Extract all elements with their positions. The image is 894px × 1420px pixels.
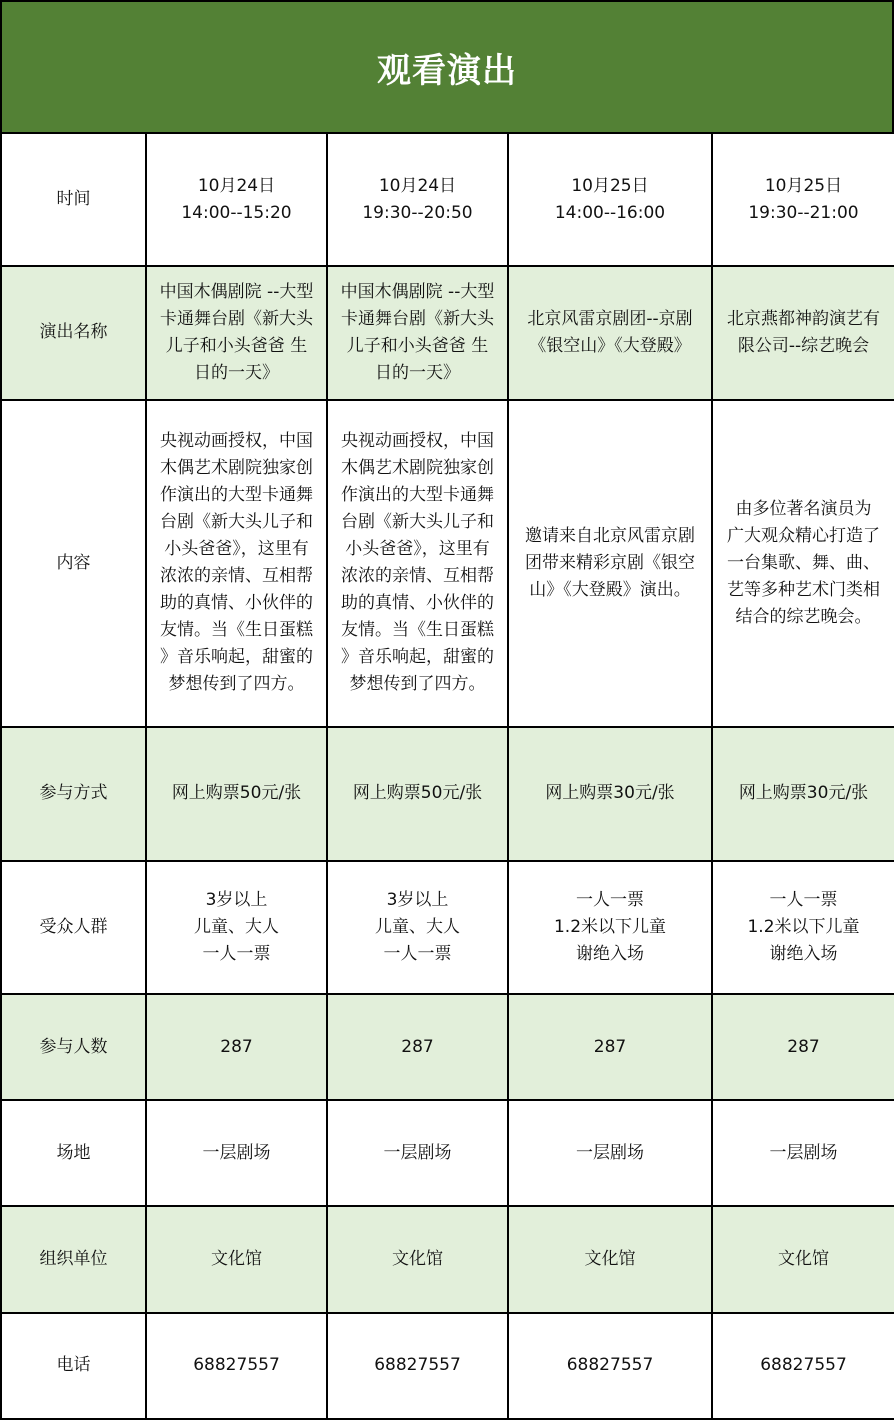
table-cell [712,1206,894,1312]
cell-text-line: 287 [593,1036,627,1057]
table-cell [508,994,712,1100]
cell-text-line: 网上购票30元/张 [738,783,869,804]
cell-text-line: 一人一票 [769,889,838,910]
table-cell [146,994,327,1100]
cell-text-line: 台剧《新大头儿子和 [160,512,313,533]
cell-text-line: 由多位著名演员为 [735,498,872,519]
table-cell [327,994,508,1100]
table-cell [146,1313,327,1419]
cell-text-line: 日的一天》 [375,362,460,383]
row-label: 受众人群 [1,861,146,994]
cell-text-line: 一层剧场 [202,1142,271,1163]
table-cell [146,727,327,860]
cell-text-line: 作演出的大型卡通舞 [341,485,494,506]
cell-text-line: 》音乐响起，甜蜜的 [160,647,313,668]
row-label: 内容 [1,400,146,728]
cell-text-line: 网上购票50元/张 [171,783,302,804]
row-label: 参与方式 [1,727,146,860]
cell-text-line: 结合的综艺晚会。 [735,606,872,627]
cell-text-line: 1.2米以下儿童 [747,916,860,937]
table-cell [327,1206,508,1312]
cell-text-line: 287 [787,1036,820,1057]
table-cell [712,1100,894,1206]
cell-text-line: 一人一票 [576,889,644,910]
cell-text-line: 网上购票50元/张 [352,783,483,804]
cell-text-line: 19:30--21:00 [748,202,859,223]
table-cell [327,861,508,994]
cell-text-line: 央视动画授权，中国 [341,431,494,452]
organizer-row [1,1206,894,1312]
cell-text-line: 1.2米以下儿童 [553,916,667,937]
show-name-row [1,266,894,399]
table-cell [508,1313,712,1419]
table-cell [508,266,712,399]
cell-text-line: 14:00--15:20 [181,202,292,223]
time-row [1,133,894,266]
cell-text-line: 广大观众精心打造了 [727,525,880,546]
cell-text-line: 中国木偶剧院 --大型 [340,281,495,302]
phone-row [1,1313,894,1419]
cell-text-line: 287 [401,1036,434,1057]
cell-text-line: 木偶艺术剧院独家创 [160,458,313,479]
cell-text-line: 一层剧场 [576,1142,644,1163]
cell-text-line: 68827557 [193,1355,280,1376]
schedule-table [0,132,894,1420]
cell-text-line: 68827557 [760,1355,847,1376]
cell-text-line: 68827557 [566,1355,654,1376]
cell-text-line: 木偶艺术剧院独家创 [341,458,494,479]
row-label: 场地 [1,1100,146,1206]
cell-text-line: 一人一票 [202,943,271,964]
cell-text-line: 团带来精彩京剧《银空 [525,552,695,573]
cell-text-line: 艺等多种艺术门类相 [727,579,880,600]
table-cell [146,1206,327,1312]
cell-text-line: 一台集歌、舞、曲、 [727,552,880,573]
cell-text-line: 助的真情、小伙伴的 [160,593,313,614]
table-cell [712,1313,894,1419]
table-cell [508,1206,712,1312]
cell-text-line: 北京风雷京剧团--京剧 [527,308,693,329]
title-bar [0,0,894,134]
table-cell [508,400,712,728]
table-cell [327,266,508,399]
audience-row [1,861,894,994]
cell-text-line: 14:00--16:00 [554,202,666,223]
table-cell [712,133,894,266]
row-label: 时间 [1,133,146,266]
cell-text-line: 梦想传到了四方。 [168,674,305,695]
cell-text-line: 限公司--综艺晚会 [737,335,870,356]
cell-text-line: 邀请来自北京风雷京剧 [525,525,695,546]
cell-text-line: 浓浓的亲情、互相帮 [160,566,313,587]
table-cell [146,1100,327,1206]
table-cell [712,727,894,860]
table-cell [712,994,894,1100]
table-cell [327,1100,508,1206]
cell-text-line: 友情。当《生日蛋糕 [341,620,494,641]
cell-text-line: 山》《大登殿》演出。 [529,579,691,600]
cell-text-line: 文化馆 [778,1249,829,1270]
cell-text-line: 3岁以上 [205,889,268,910]
table-cell [327,1313,508,1419]
cell-text-line: 《银空山》《大登殿》 [529,335,691,356]
cell-text-line: 儿童、大人 [375,916,460,937]
cell-text-line: 》音乐响起，甜蜜的 [341,647,494,668]
cell-text-line: 儿子和小头爸爸 生 [165,335,308,356]
cell-text-line: 一层剧场 [769,1142,838,1163]
cell-text-line: 谢绝入场 [769,943,838,964]
cell-text-line: 10月24日 [197,175,276,196]
cell-text-line: 网上购票30元/张 [545,783,675,804]
row-label: 演出名称 [1,266,146,399]
cell-text-line: 儿子和小头爸爸 生 [346,335,489,356]
cell-text-line: 北京燕都神韵演艺有 [727,308,880,329]
table-cell [712,861,894,994]
table-cell [508,861,712,994]
cell-text-line: 儿童、大人 [194,916,279,937]
cell-text-line: 文化馆 [392,1249,443,1270]
table-cell [146,400,327,728]
cell-text-line: 10月25日 [571,175,649,196]
participation-row [1,727,894,860]
cell-text-line: 3岁以上 [386,889,449,910]
row-label: 参与人数 [1,994,146,1100]
table-cell [508,1100,712,1206]
page-title: 观看演出 [377,50,517,91]
table-cell [146,133,327,266]
row-label: 组织单位 [1,1206,146,1312]
cell-text-line: 一层剧场 [383,1142,452,1163]
cell-text-line: 10月25日 [764,175,843,196]
schedule-body [1,133,894,1419]
cell-text-line: 台剧《新大头儿子和 [341,512,494,533]
table-cell [327,727,508,860]
content-row [1,400,894,728]
cell-text-line: 央视动画授权，中国 [160,431,313,452]
cell-text-line: 19:30--20:50 [362,202,473,223]
cell-text-line: 作演出的大型卡通舞 [160,485,313,506]
cell-text-line: 一人一票 [383,943,452,964]
cell-text-line: 日的一天》 [194,362,279,383]
table-cell [146,266,327,399]
cell-text-line: 助的真情、小伙伴的 [341,593,494,614]
cell-text-line: 10月24日 [378,175,457,196]
cell-text-line: 287 [220,1036,253,1057]
cell-text-line: 小头爸爸》，这里有 [164,539,309,560]
cell-text-line: 浓浓的亲情、互相帮 [341,566,494,587]
venue-row [1,1100,894,1206]
table-cell [327,133,508,266]
cell-text-line: 68827557 [374,1355,461,1376]
table-cell [508,133,712,266]
table-cell [508,727,712,860]
cell-text-line: 文化馆 [211,1249,262,1270]
cell-text-line: 卡通舞台剧《新大头 [341,308,494,329]
table-cell [327,400,508,728]
cell-text-line: 友情。当《生日蛋糕 [160,620,313,641]
attendance-row [1,994,894,1100]
row-label: 电话 [1,1313,146,1419]
table-cell [146,861,327,994]
table-cell [712,400,894,728]
cell-text-line: 文化馆 [584,1249,636,1270]
cell-text-line: 中国木偶剧院 --大型 [159,281,314,302]
cell-text-line: 梦想传到了四方。 [349,674,486,695]
cell-text-line: 卡通舞台剧《新大头 [160,308,313,329]
table-cell [712,266,894,399]
cell-text-line: 谢绝入场 [576,943,644,964]
cell-text-line: 小头爸爸》，这里有 [345,539,490,560]
